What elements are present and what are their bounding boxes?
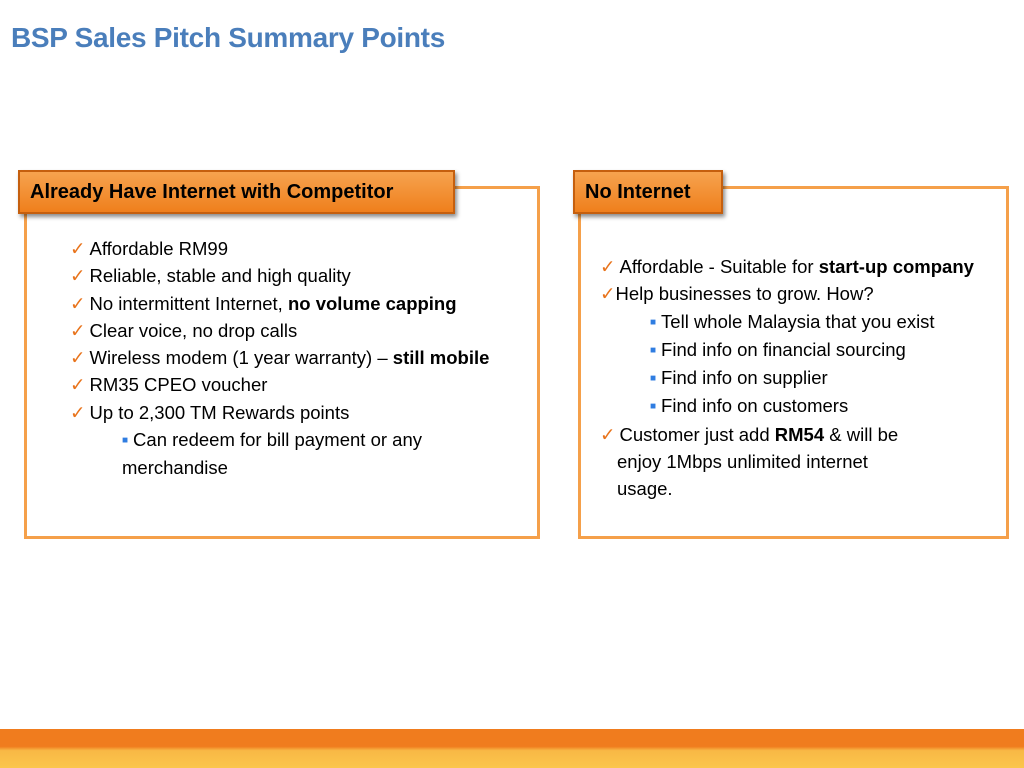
list-item-continuation: enjoy 1Mbps unlimited internet [617, 451, 868, 473]
item-text: Affordable RM99 [89, 238, 229, 259]
checkmark-icon: ✓ [600, 256, 616, 277]
checkmark-icon: ✓ [70, 238, 86, 259]
no-internet-header: No Internet [573, 170, 723, 214]
item-text: Wireless modem (1 year warranty) – [89, 347, 393, 369]
no-internet-list [600, 253, 995, 503]
item-text: No intermittent Internet, [89, 292, 288, 314]
item-text: Affordable - Suitable for [619, 256, 819, 277]
checkmark-icon: ✓ [70, 347, 86, 369]
sub-list-item [70, 426, 482, 482]
sub-item-text: Find info on customers [661, 395, 849, 417]
checkmark-icon: ✓ [70, 374, 86, 396]
list-item [70, 235, 525, 262]
item-text: Reliable, stable and high quality [89, 265, 351, 287]
list-item [70, 290, 525, 317]
sub-list-item [600, 392, 995, 420]
item-text: Customer just add [619, 423, 775, 445]
competitor-header: Already Have Internet with Competitor [18, 170, 455, 214]
footer-bar [0, 729, 1024, 768]
list-item [600, 253, 995, 280]
square-bullet-icon: ■ [650, 344, 657, 356]
item-text: RM35 CPEO voucher [89, 374, 268, 396]
square-bullet-icon: ■ [122, 435, 129, 447]
checkmark-icon: ✓ [70, 319, 86, 341]
list-item [70, 399, 525, 426]
item-text: Clear voice, no drop calls [89, 319, 298, 341]
checkmark-icon: ✓ [70, 401, 86, 423]
list-item [70, 317, 525, 344]
item-text: & will be [824, 423, 899, 445]
list-item [600, 421, 995, 448]
checkmark-icon: ✓ [70, 292, 86, 314]
item-text: Help businesses to grow. How? [615, 283, 874, 305]
checkmark-icon: ✓ [600, 283, 616, 305]
sub-item-text: Find info on financial sourcing [661, 338, 906, 360]
item-emphasis: start-up company [818, 256, 974, 277]
sub-item-text: Can redeem for bill payment or any merchandise [122, 429, 422, 479]
square-bullet-icon: ■ [650, 373, 657, 385]
sub-item-text: Find info on supplier [661, 367, 828, 389]
checkmark-icon: ✓ [600, 423, 616, 445]
item-emphasis: RM54 [774, 423, 825, 445]
sub-list-item [600, 336, 995, 364]
slide-title: BSP Sales Pitch Summary Points [11, 22, 445, 53]
item-text: Up to 2,300 TM Rewards points [89, 401, 350, 423]
item-emphasis: no volume capping [287, 292, 457, 314]
sub-item-text: Tell whole Malaysia that you exist [661, 310, 935, 332]
sub-list-item [600, 308, 995, 336]
list-item-continuation: usage. [617, 478, 673, 500]
square-bullet-icon: ■ [650, 401, 657, 413]
square-bullet-icon: ■ [650, 316, 657, 328]
item-emphasis: still mobile [392, 347, 490, 369]
list-item [47, 344, 525, 371]
list-item [70, 371, 525, 398]
sub-list-item [600, 364, 995, 392]
competitor-list [70, 235, 525, 482]
list-item [600, 280, 995, 307]
checkmark-icon: ✓ [70, 265, 86, 287]
list-item [70, 262, 525, 289]
